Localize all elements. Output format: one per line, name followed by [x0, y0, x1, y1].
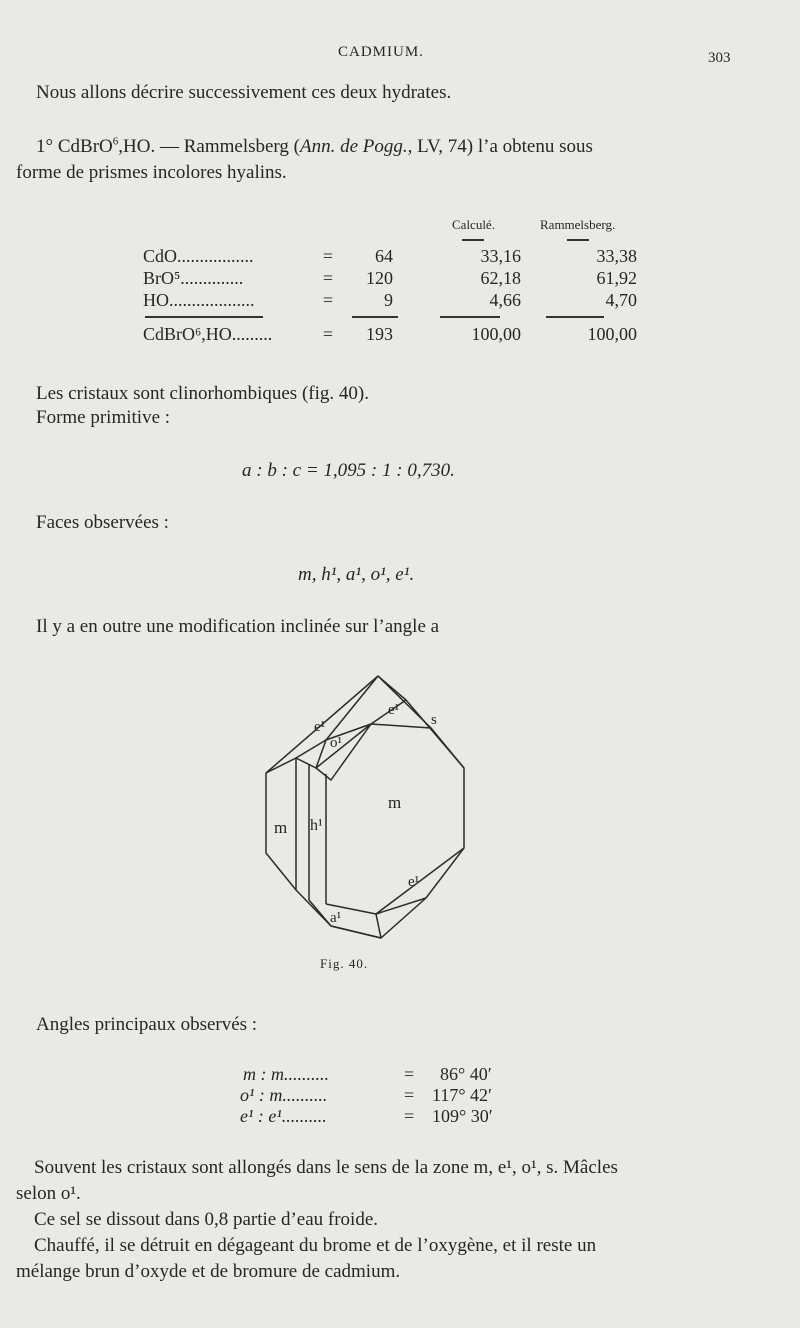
- row-eq: =: [322, 268, 334, 288]
- compound-formula-tail: ,HO. —: [118, 136, 179, 157]
- sum-rule-value: [352, 316, 398, 318]
- compound-formula: CdBrO: [57, 136, 113, 157]
- compound-description: forme de prismes incolores hyalins.: [16, 162, 287, 183]
- compound-formula-sup: 6: [112, 135, 119, 148]
- row-name: BrO⁵..............: [143, 268, 244, 288]
- compound-reference-rest: , LV, 74) l’a obtenu sous: [407, 136, 593, 157]
- page-number: 303: [708, 50, 731, 66]
- faces-label: Faces observées :: [36, 512, 169, 533]
- axis-ratio: a : b : c = 1,095 : 1 : 0,730.: [242, 460, 455, 481]
- label-a1: a¹: [330, 910, 342, 926]
- label-s: s: [431, 712, 437, 728]
- sum-rule-name: [145, 316, 263, 318]
- total-ram: 100,00: [587, 324, 637, 344]
- row-value: 64: [375, 246, 393, 266]
- angle-label: o¹ : m..........: [240, 1085, 328, 1105]
- angle-value: 117° 42′: [432, 1085, 492, 1105]
- row-value: 9: [384, 290, 393, 310]
- elongation-paragraph: Souvent les cristaux sont allongés dans le sens de la zone m, e¹, o¹, s. Mâcles: [34, 1157, 618, 1178]
- row-name: CdO.................: [143, 246, 254, 266]
- column-header-calcule: Calculé.: [452, 217, 495, 232]
- total-name: CdBrO⁶,HO.........: [143, 324, 273, 344]
- compound-author: Rammelsberg (: [183, 136, 300, 157]
- angle-value: 109° 30′: [432, 1106, 493, 1126]
- edge-a1-lower: [309, 900, 381, 938]
- elongation-paragraph-cont: selon o¹.: [16, 1183, 81, 1204]
- table-row: [143, 245, 637, 267]
- sum-rule-ram: [546, 316, 604, 318]
- total-calc: 100,00: [471, 324, 521, 344]
- compound-reference: Ann. de Pogg.: [299, 136, 408, 157]
- label-m-right: m: [388, 793, 402, 812]
- row-ram: 4,70: [605, 290, 637, 310]
- row-calc: 4,66: [489, 290, 521, 310]
- compound-heading: [36, 134, 593, 160]
- edge-a1-right: [376, 914, 381, 938]
- compound-number: 1°: [36, 136, 54, 157]
- angle-eq: =: [404, 1085, 415, 1105]
- sum-rule-calc: [440, 316, 500, 318]
- angle-eq: =: [404, 1064, 415, 1084]
- column-dash-calcule: [462, 239, 484, 241]
- modification-line: Il y a en outre une modification inclinée sur l’angle a: [36, 616, 440, 637]
- angle-label: m : m..........: [243, 1064, 329, 1084]
- angles-list: [0, 1064, 800, 1154]
- row-name: HO...................: [143, 290, 255, 310]
- row-calc: 62,18: [480, 268, 521, 288]
- row-value: 120: [366, 268, 393, 288]
- angle-value: 86° 40′: [440, 1064, 492, 1084]
- label-e1-top-left: e¹: [314, 719, 326, 735]
- crystal-figure: [256, 668, 476, 948]
- table-row: [143, 267, 637, 289]
- faces-list: m, h¹, a¹, o¹, e¹.: [298, 564, 415, 585]
- edge-s-upper: [378, 676, 431, 728]
- solubility-paragraph: Ce sel se dissout dans 0,8 partie d’eau froide.: [34, 1209, 379, 1230]
- edge-s-face: [371, 724, 464, 768]
- row-ram: 61,92: [596, 268, 637, 288]
- intro-paragraph: Nous allons décrire successivement ces deux hydrates.: [36, 82, 452, 103]
- column-header-rammelsberg: Rammelsberg.: [540, 217, 616, 232]
- row-eq: =: [322, 290, 334, 310]
- row-ram: 33,38: [596, 246, 637, 266]
- heating-paragraph-cont: mélange brun d’oxyde et de bromure de cadmium.: [16, 1261, 401, 1282]
- label-m-left: m: [274, 818, 288, 837]
- row-eq: =: [322, 246, 334, 266]
- total-eq: =: [322, 324, 334, 344]
- label-e1-top: e¹: [388, 702, 400, 718]
- angle-label: e¹ : e¹..........: [240, 1106, 327, 1126]
- table-row: [143, 289, 637, 311]
- heating-paragraph: Chauffé, il se détruit en dégageant du brome et de l’oxygène, et il reste un: [34, 1235, 597, 1256]
- row-calc: 33,16: [480, 246, 521, 266]
- total-value: 193: [366, 324, 393, 344]
- primitive-form-label: Forme primitive :: [36, 407, 171, 428]
- running-title: CADMIUM.: [338, 44, 424, 60]
- label-o1: o¹: [330, 735, 342, 751]
- figure-caption: Fig. 40.: [320, 956, 369, 971]
- crystals-line: Les cristaux sont clinorhombiques (fig. 40).: [36, 383, 369, 404]
- label-e1-bottom: e¹: [408, 874, 420, 890]
- angle-eq: =: [404, 1106, 415, 1126]
- composition-table: [143, 245, 637, 345]
- angles-title: Angles principaux observés :: [36, 1014, 258, 1035]
- label-h1: h¹: [310, 817, 323, 834]
- column-dash-rammelsberg: [567, 239, 589, 241]
- table-total-row: [143, 323, 637, 345]
